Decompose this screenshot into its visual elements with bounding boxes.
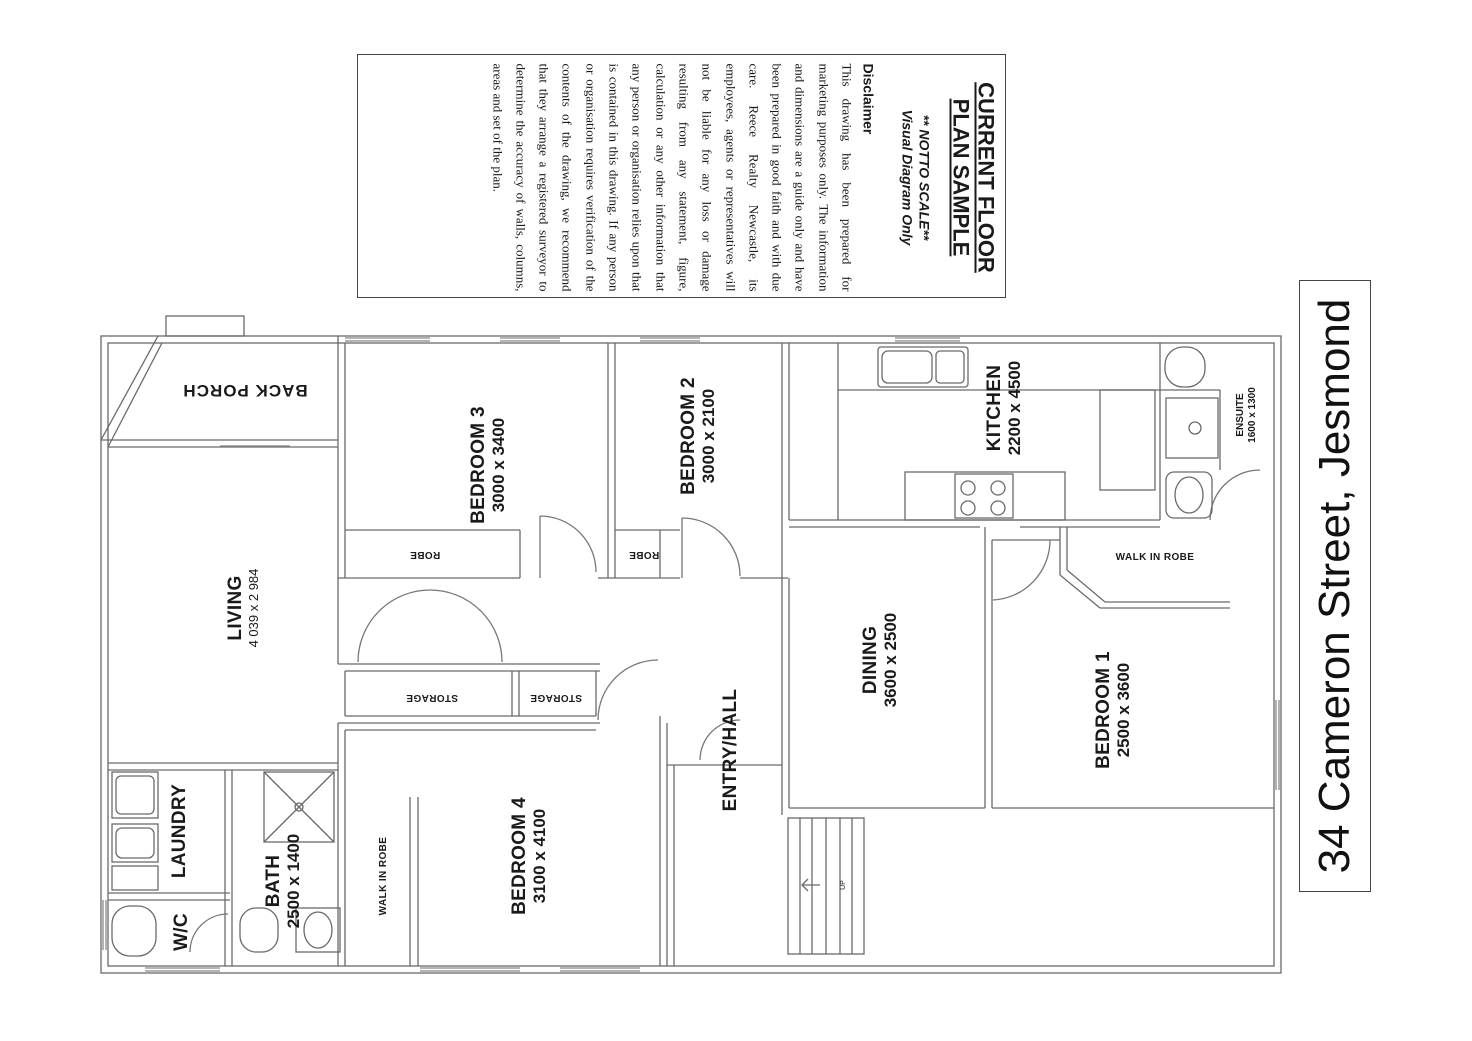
address-box (1299, 280, 1371, 892)
label-storage1: STORAGE (405, 692, 459, 703)
not-to-scale-note: ** NOTTO SCALE** (916, 114, 933, 241)
dining-name: DINING (860, 625, 881, 695)
bedroom2-name: BEDROOM 2 (678, 377, 699, 495)
bath-dims: 2500 x 1400 (284, 833, 303, 929)
ensuite-dims: 1600 x 1300 (1247, 387, 1258, 443)
label-back-porch: BACK PORCH (182, 381, 308, 400)
disclaimer-body: This drawing has been prepared for marketing purposes only. The information and dimensions are a guide only and have been prepared in good faith and with due care. Reece Realty Newcastle, its employees, agents or representatives will not be liable for any loss or damage resulting from any statement, figure, calculation or any other information that any person or organisation relies upon that is contained in this drawing. If any person or organisation requires verification of the contents of the drawing, we recommend that they arrange a registered surveyor to determine the accuracy of walls, columns, areas and set of the plan. (490, 63, 855, 292)
living-name: LIVING (225, 575, 246, 641)
label-walk-in-robe-b1: WALK IN ROBE (1115, 552, 1195, 563)
label-bedroom3 (468, 370, 512, 560)
plan-title-line1: CURRENT FLOOR (973, 82, 999, 273)
plan-title-line2: PLAN SAMPLE (948, 98, 974, 257)
bedroom4-name: BEDROOM 4 (509, 797, 530, 915)
label-stair-up: UP (840, 880, 847, 890)
label-bedroom1 (1093, 620, 1137, 800)
visual-diagram-note: Visual Diagram Only (899, 109, 916, 246)
label-entry-hall: ENTRY/HALL (720, 688, 741, 812)
label-storage2: STORAGE (529, 692, 583, 703)
kitchen-name: KITCHEN (984, 364, 1005, 452)
label-robe-b2: ROBE (628, 549, 660, 560)
dining-dims: 3600 x 2500 (881, 612, 900, 708)
entry-steps (788, 818, 864, 954)
label-bedroom2 (678, 351, 722, 521)
bath-name: BATH (263, 854, 284, 908)
ensuite-name: ENSUITE (1235, 393, 1246, 437)
kitchen-dims: 2200 x 4500 (1005, 360, 1024, 456)
label-laundry: LAUNDRY (169, 783, 190, 879)
disclaimer-heading: Disclaimer (860, 63, 877, 135)
bedroom2-dims: 3000 x 2100 (699, 388, 718, 484)
label-bedroom4 (509, 761, 553, 951)
label-ensuite (1235, 373, 1261, 457)
label-living (225, 528, 265, 688)
label-bath (263, 811, 307, 951)
living-dims: 4 039 x 2 984 (246, 568, 261, 648)
address-text: 34 Cameron Street, Jesmond (1310, 298, 1359, 874)
bedroom4-dims: 3100 x 4100 (530, 808, 549, 904)
label-dining (860, 575, 904, 745)
label-walk-in-robe-b4: WALK IN ROBE (378, 836, 389, 916)
label-wc: W/C (171, 913, 192, 951)
disclaimer-panel (357, 54, 1006, 298)
disclaimer-content (358, 56, 1007, 300)
label-kitchen (984, 323, 1028, 493)
label-robe-b3: ROBE (409, 549, 441, 560)
ensuite-fittings (1165, 347, 1218, 518)
bedroom3-name: BEDROOM 3 (468, 406, 489, 524)
bedroom1-name: BEDROOM 1 (1093, 651, 1114, 769)
bedroom3-dims: 3000 x 3400 (489, 417, 508, 513)
plan-title (949, 64, 999, 292)
bedroom1-dims: 2500 x 3600 (1114, 662, 1133, 758)
